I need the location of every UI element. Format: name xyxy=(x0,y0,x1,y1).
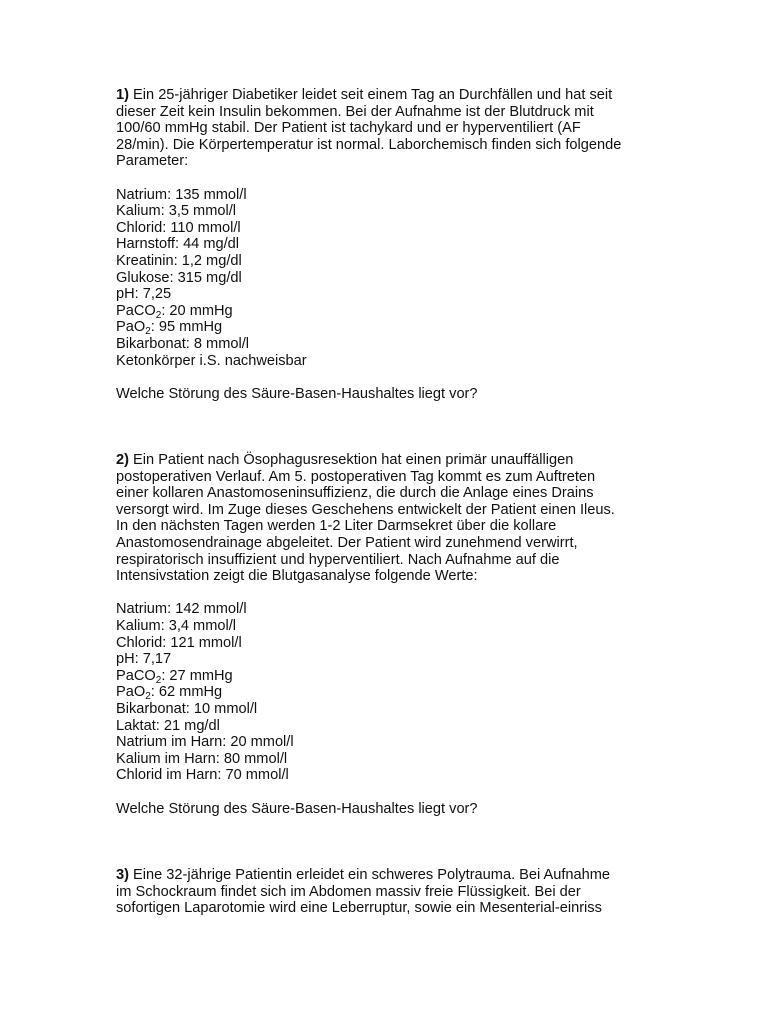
case-1-description: 1) Ein 25-jähriger Diabetiker leidet seit einem Tag an Durchfällen und hat seit dieser Zeit kein Insulin bekommen. Bei der Aufnahme ist der Blutdruck mit 100/60 mmHg stabil. Der Patient ist tachykard und er hyperventiliert (AF 28/min). Die Körpertemperatur ist normal. Laborchemisch finden sich folgende Parameter: xyxy=(116,87,622,170)
lab-value: PaCO$_2$: 27 mmHg xyxy=(116,667,233,686)
case-2-question: Welche Störung des Säure-Basen-Haushaltes liegt vor? xyxy=(116,800,478,817)
case-1 xyxy=(116,87,656,402)
lab-value: Harnstoff: 44 mg/dl xyxy=(116,236,240,253)
lab-value: Chlorid: 121 mmol/l xyxy=(116,634,242,651)
lab-value: Bikarbonat: 10 mmol/l xyxy=(116,700,258,717)
document-page xyxy=(116,87,656,917)
lab-value: Laktat: 21 mg/dl xyxy=(116,717,220,734)
lab-value: Natrium: 135 mmol/l xyxy=(116,186,247,203)
case-2-description: 2) Ein Patient nach Ösophagusresektion hat einen primär unauffälligen postoperativen Verlauf. Am 5. postoperativen Tag kommt es zum Auftreten einer kollaren Anastomoseninsuffizienz, die durch die Anlage eines Drains versorgt wird. Im Zuge dieses Geschehens entwickelt der Patient einen Ileus. In den nächsten Tagen werden 1-2 Liter Darmsekret über die kollare Anastomosendrainage abgeleitet. Der Patient wird zunehmend verwirrt, respiratorisch insuffizient und hyperventiliert. Nach Aufnahme auf die Intensivstation zeigt die Blutgasanalyse folgende Werte: xyxy=(116,452,615,585)
lab-value: Kreatinin: 1,2 mg/dl xyxy=(116,252,242,269)
lab-value: Chlorid: 110 mmol/l xyxy=(116,219,241,236)
lab-value: Glukose: 315 mg/dl xyxy=(116,269,242,286)
case-3-number: 3) xyxy=(116,866,129,883)
lab-value: pH: 7,17 xyxy=(116,651,172,668)
case-2 xyxy=(116,452,656,817)
lab-value: PaO$_2$: 95 mmHg xyxy=(116,319,223,338)
lab-value: Ketonkörper i.S. nachweisbar xyxy=(116,352,307,369)
lab-value: Kalium: 3,4 mmol/l xyxy=(116,618,237,635)
case-2-number: 2) xyxy=(116,452,129,469)
case-3-description: 3) Eine 32-jährige Patientin erleidet ein schweres Polytrauma. Bei Aufnahme im Schockraum findet sich im Abdomen massiv freie Flüssigkeit. Bei der sofortigen Laparotomie wird eine Leberruptur, sowie ein Mesenterial-einriss xyxy=(116,866,611,917)
lab-value: PaO$_2$: 62 mmHg xyxy=(116,684,223,703)
case-2-lab-values xyxy=(116,601,656,784)
lab-value: pH: 7,25 xyxy=(116,286,172,303)
lab-value: Kalium: 3,5 mmol/l xyxy=(116,203,237,220)
lab-value: Natrium: 142 mmol/l xyxy=(116,601,247,618)
lab-value: Kalium im Harn: 80 mmol/l xyxy=(116,750,288,767)
lab-value: Natrium im Harn: 20 mmol/l xyxy=(116,734,294,751)
case-3 xyxy=(116,867,656,917)
case-1-lab-values xyxy=(116,187,656,370)
lab-value: PaCO$_2$: 20 mmHg xyxy=(116,302,233,321)
lab-value: Chlorid im Harn: 70 mmol/l xyxy=(116,767,289,784)
lab-value: Bikarbonat: 8 mmol/l xyxy=(116,335,250,352)
case-1-question: Welche Störung des Säure-Basen-Haushaltes liegt vor? xyxy=(116,385,478,402)
case-1-number: 1) xyxy=(116,87,129,103)
